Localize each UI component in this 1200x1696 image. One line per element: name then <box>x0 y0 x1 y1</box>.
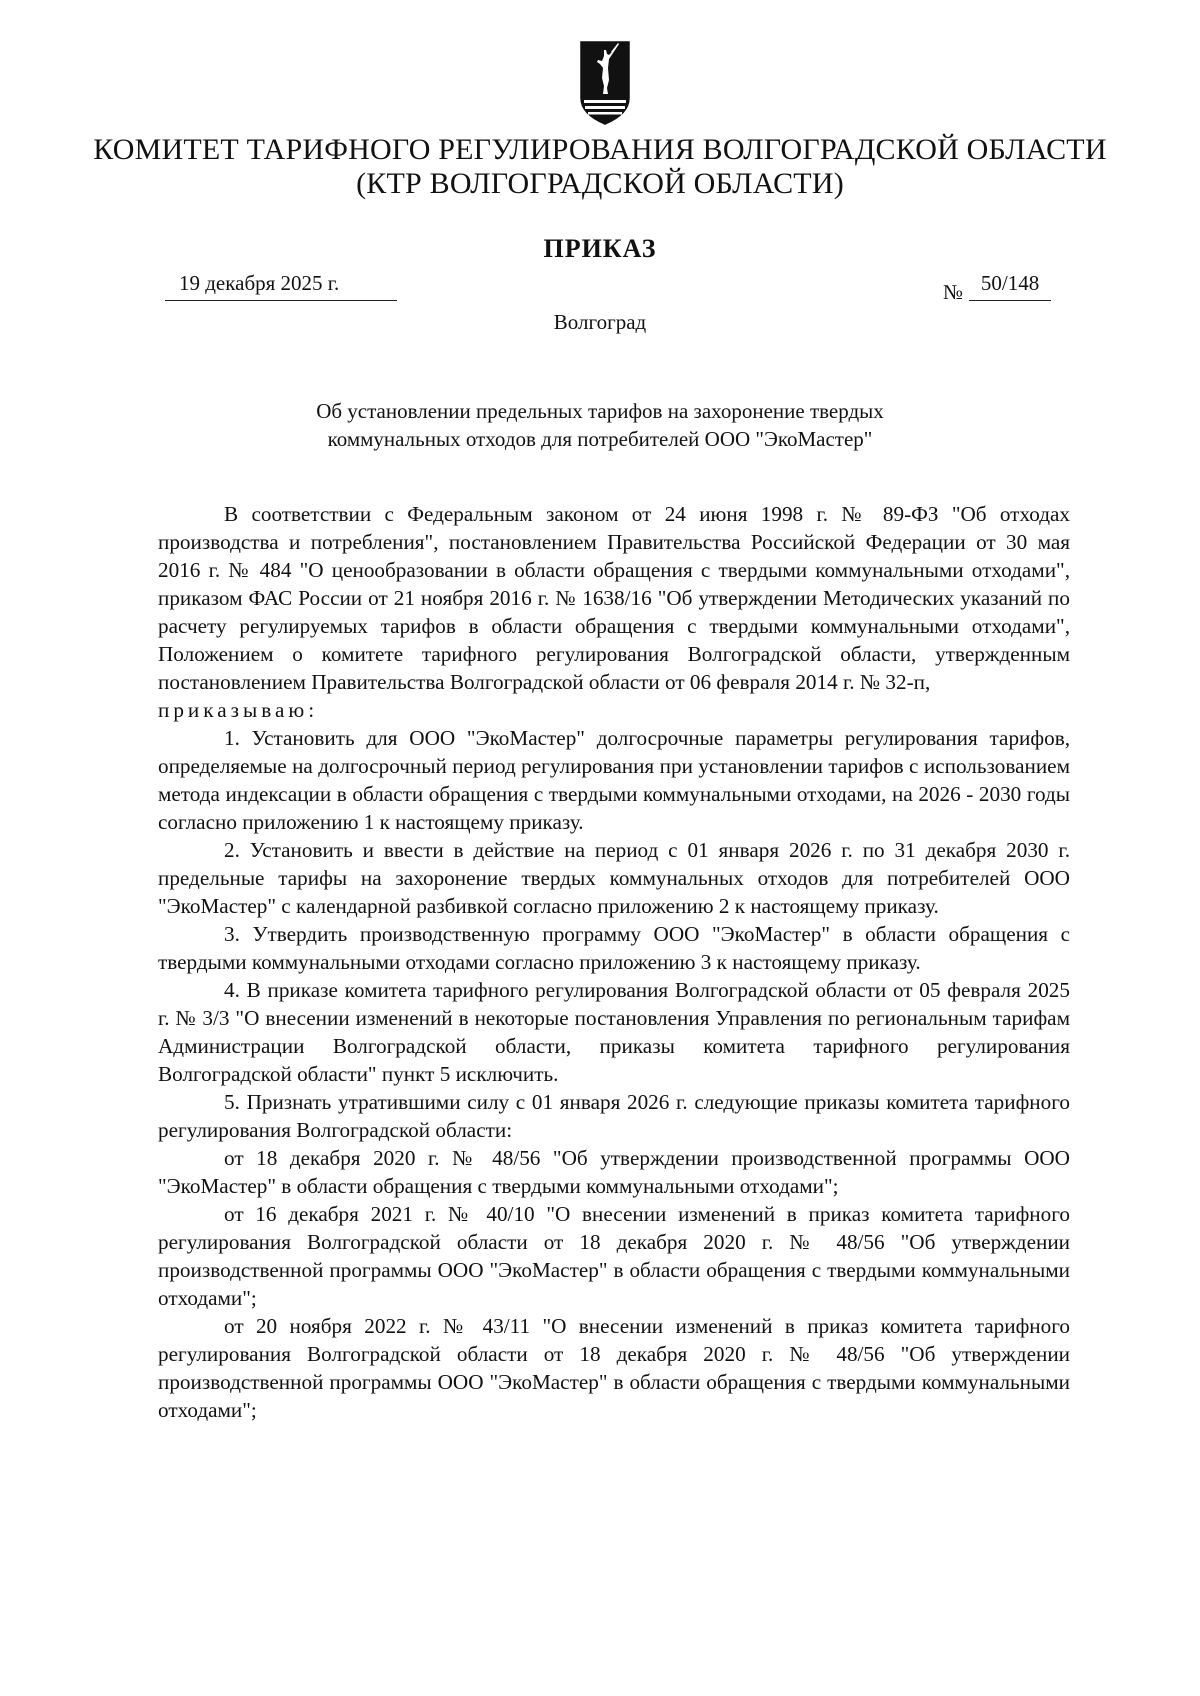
org-name-line2: (КТР ВОЛГОГРАДСКОЙ ОБЛАСТИ) <box>356 167 844 200</box>
clause-3: 3. Утвердить производственную программу ООО "ЭкоМастер" в области обращения с твердыми коммунальными отходами согласно приложению 3 к настоящему приказу. <box>158 922 1070 974</box>
doc-date: 19 декабря 2025 г. <box>165 270 397 301</box>
doc-type-heading: ПРИКАЗ <box>543 234 657 263</box>
clause-5-item-a: от 18 декабря 2020 г. № 48/56 "Об утверждении производственной программы ООО "ЭкоМастер" в области обращения с твердыми коммунальными отходами"; <box>158 1146 1070 1198</box>
clause-5-item-c: от 20 ноября 2022 г. № 43/11 "О внесении изменений в приказ комитета тарифного регулирования Волгоградской области от 18 декабря 2020 г. № 48/56 "Об утверждении производственной программы ООО "ЭкоМастер" в области обращения с твердыми коммунальными отходами"; <box>158 1314 1070 1422</box>
clause-4: 4. В приказе комитета тарифного регулирования Волгоградской области от 05 февраля 2025 г. № 3/3 "О внесении изменений в некоторые постановления Управления по региональным тарифам Администрации Волгоградской области, приказы комитета тарифного регулирования Волгоградской области" пункт 5 исключить. <box>158 978 1070 1086</box>
clause-1: 1. Установить для ООО "ЭкоМастер" долгосрочные параметры регулирования тарифов, определяемые на долгосрочный период регулирования при установлении тарифов с использованием метода индексации в области обращения с твердыми коммунальными отходами, на 2026 - 2030 годы согласно приложению 1 к настоящему приказу. <box>158 726 1070 834</box>
doc-number: 50/148 <box>969 270 1051 301</box>
document-body <box>158 500 1070 1424</box>
doc-title-line1: Об установлении предельных тарифов на захоронение твердых <box>316 399 884 423</box>
clause-5: 5. Признать утратившими силу с 01 января 2026 г. следующие приказы комитета тарифного регулирования Волгоградской области: <box>158 1090 1070 1142</box>
order-word: приказываю: <box>158 698 319 722</box>
preamble-paragraph: В соответствии с Федеральным законом от 24 июня 1998 г. № 89-ФЗ "Об отходах производства и потребления", постановлением Правительства Российской Федерации от 30 мая 2016 г. № 484 "О ценообразовании в области обращения с твердыми коммунальными отходами", приказом ФАС России от 21 ноября 2016 г. № 1638/16 "Об утверждении Методических указаний по расчету регулируемых тарифов в области обращения с твердыми коммунальными отходами", Положением о комитете тарифного регулирования Волгоградской области, утвержденным постановлением Правительства Волгоградской области от 06 февраля 2014 г. № 32-п, <box>158 502 1070 694</box>
coat-of-arms-emblem <box>578 40 632 126</box>
clause-2: 2. Установить и ввести в действие на период с 01 января 2026 г. по 31 декабря 2030 г. предельные тарифы на захоронение твердых коммунальных отходов для потребителей ООО "ЭкоМастер" с календарной разбивкой согласно приложению 2 к настоящему приказу. <box>158 838 1070 918</box>
doc-title <box>250 397 950 453</box>
org-name-line1: КОМИТЕТ ТАРИФНОГО РЕГУЛИРОВАНИЯ ВОЛГОГРАДСКОЙ ОБЛАСТИ <box>93 133 1107 166</box>
doc-title-line2: коммунальных отходов для потребителей ООО "ЭкоМастер" <box>327 427 873 451</box>
doc-city: Волгоград <box>553 310 647 334</box>
clause-5-item-b: от 16 декабря 2021 г. № 40/10 "О внесении изменений в приказ комитета тарифного регулирования Волгоградской области от 18 декабря 2020 г. № 48/56 "Об утверждении производственной программы ООО "ЭкоМастер" в области обращения с твердыми коммунальными отходами"; <box>158 1202 1070 1310</box>
number-sign: № <box>943 280 964 304</box>
doc-number-block <box>943 270 1051 304</box>
